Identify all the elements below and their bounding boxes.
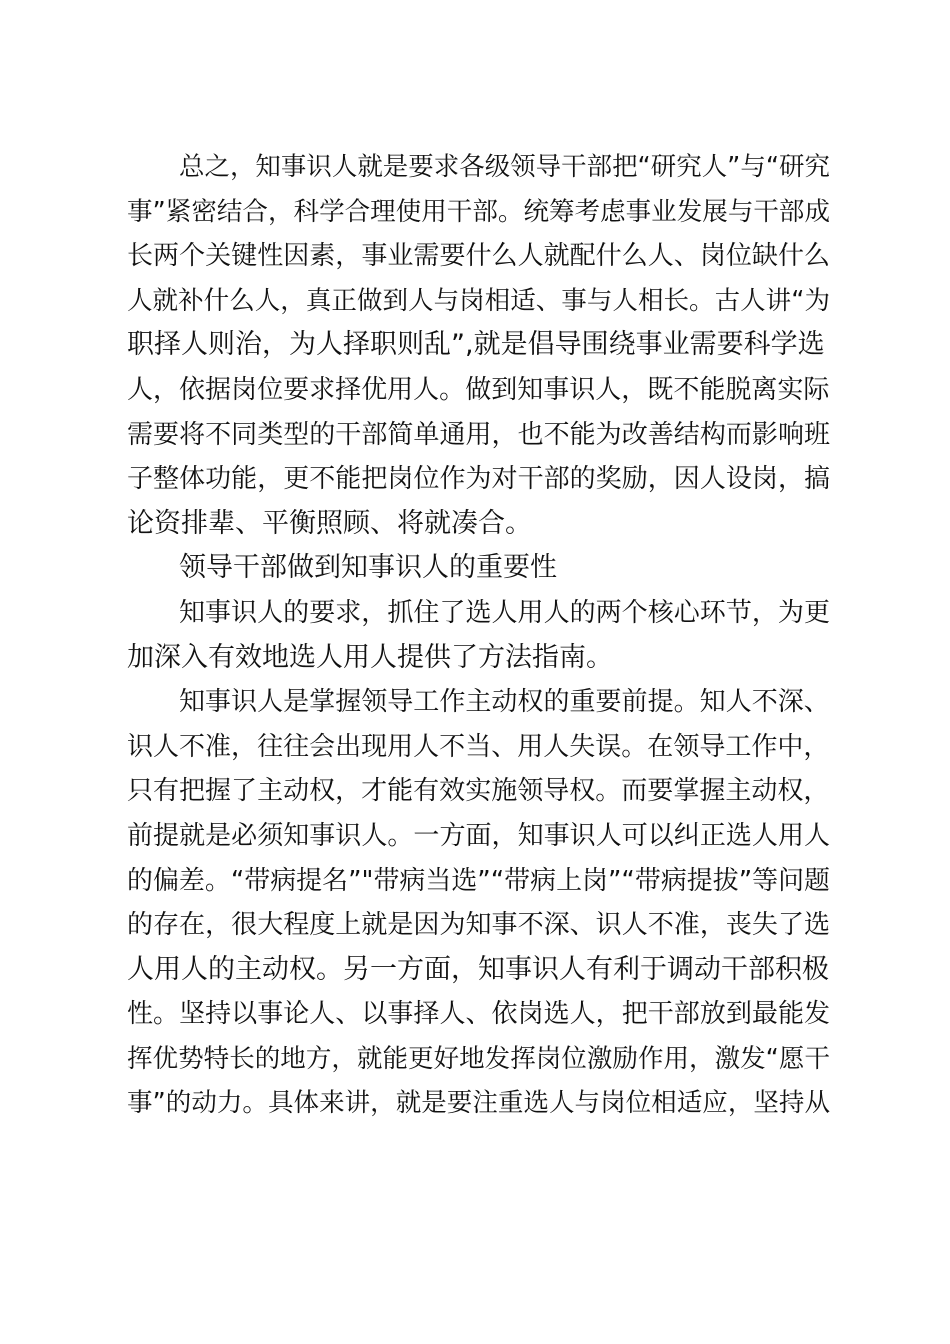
text-line: 性。坚持以事论人、以事择人、依岗选人，把干部放到最能发 bbox=[127, 999, 830, 1030]
text-line: 前提就是必须知事识人。一方面，知事识人可以纠正选人用人 bbox=[127, 820, 830, 851]
text-line: 事”紧密结合，科学合理使用干部。统筹考虑事业发展与干部成 bbox=[127, 196, 830, 227]
text-line: 领导干部做到知事识人的重要性 bbox=[179, 552, 557, 584]
text-line: 加深入有效地选人用人提供了方法指南。 bbox=[127, 641, 613, 673]
text-line: 总之，知事识人就是要求各级领导干部把“研究人”与“研究 bbox=[179, 152, 830, 182]
text-line: 知事识人是掌握领导工作主动权的重要前提。知人不深、 bbox=[179, 687, 830, 718]
text-line: 人，依据岗位要求择优用人。做到知事识人，既不能脱离实际 bbox=[127, 374, 830, 405]
text-line: 论资排辈、平衡照顾、将就凑合。 bbox=[127, 507, 532, 539]
text-line: 需要将不同类型的干部简单通用，也不能为改善结构而影响班 bbox=[127, 419, 830, 450]
text-line: 识人不准，往往会出现用人不当、用人失误。在领导工作中， bbox=[127, 731, 830, 762]
text-line: 长两个关键性因素，事业需要什么人就配什么人、岗位缺什么 bbox=[127, 241, 830, 272]
text-line: 的偏差。“带病提名”"带病当选”“带病上岗”“带病提拔”等问题 bbox=[127, 865, 830, 896]
text-line: 人用人的主动权。另一方面，知事识人有利于调动干部积极 bbox=[127, 953, 829, 985]
text-line: 的存在，很大程度上就是因为知事不深、识人不准，丧失了选 bbox=[127, 910, 830, 941]
text-line: 挥优势特长的地方，就能更好地发挥岗位激励作用，激发“愿干 bbox=[127, 1043, 830, 1074]
text-line: 子整体功能，更不能把岗位作为对干部的奖励，因人设岗，搞 bbox=[127, 464, 830, 495]
text-line: 人就补什么人，真正做到人与岗相适、事与人相长。古人讲“为 bbox=[127, 285, 830, 316]
text-line: 只有把握了主动权，才能有效实施领导权。而要掌握主动权， bbox=[127, 776, 830, 807]
text-line: 事”的动力。具体来讲，就是要注重选人与岗位相适应，坚持从 bbox=[127, 1088, 830, 1119]
text-line: 职择人则治，为人择职则乱”,就是倡导围绕事业需要科学选 bbox=[127, 329, 825, 361]
body-text bbox=[127, 145, 830, 1126]
text-line: 知事识人的要求，抓住了选人用人的两个核心环节，为更 bbox=[179, 597, 830, 628]
